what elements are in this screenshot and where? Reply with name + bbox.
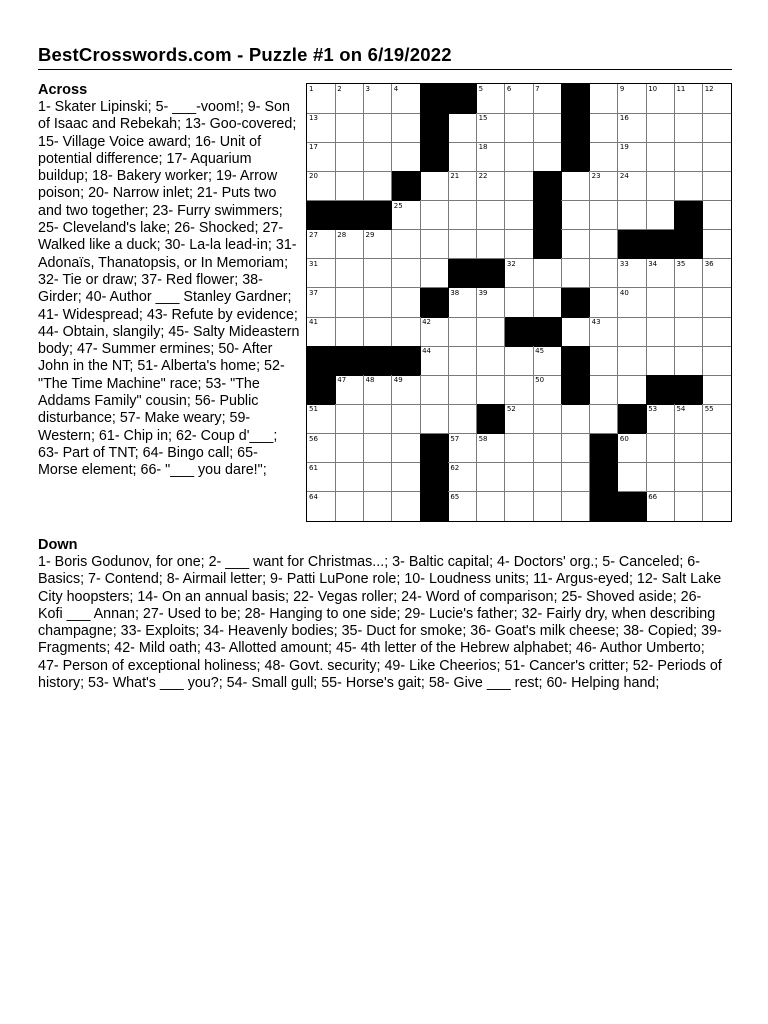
down-clues: 1- Boris Godunov, for one; 2- ___ want for Christmas...; 3- Baltic capital; 4- Doctors' org.; 5- Canceled; 6- Basics; 7- Contend; 8- Airmail letter; 9- Patti LuPone role; 10- Loudness units; 11- Argus-eyed; 12- Salt Lake City hoopsters; 14- On an annual basis; 22- Vegas roller; 24- Word of comparison; 25- Shoved aside; 26- Kofi ___ Annan; 27- Used to be; 28- Hanging to one side; 29- Lucie's father; 32- Fairly dry, when describing champagne; 33- Exploits; 34- Heavenly bodies; 35- Duct for smoke; 36- Goat's milk cheese; 38- Copied; 39- Fragments; 42- Mild oath; 43- Allotted amount; 45- 4th letter of the Hebrew alphabet; 46- Author Umberto; 47- Person of exceptional holiness; 48- Govt. security; 49- Like Cheerios; 51- Cancer's critter; 52- Periods of history; 53- What's ___ you?; 54- Small gull; 55- Horse's gait; 58- Give ___ rest; 60- Helping hand; <box>38 554 722 692</box>
grid-cell[interactable] <box>703 463 731 493</box>
grid-block <box>533 230 562 260</box>
clue-number: 43 <box>591 318 601 327</box>
grid-cell[interactable] <box>618 171 647 201</box>
grid-cell[interactable] <box>533 346 562 376</box>
grid-cell[interactable] <box>448 230 477 260</box>
grid-cell[interactable] <box>618 375 647 405</box>
grid-cell[interactable] <box>674 171 703 201</box>
grid-cell[interactable] <box>646 142 675 172</box>
grid-cell[interactable] <box>646 492 675 521</box>
grid-cell[interactable] <box>618 317 647 347</box>
clue-number: 44 <box>422 347 431 356</box>
grid-cell[interactable] <box>533 434 562 464</box>
grid-cell[interactable] <box>646 201 675 231</box>
grid-cell[interactable] <box>392 142 421 172</box>
grid-block <box>646 230 675 260</box>
grid-cell[interactable] <box>335 84 364 114</box>
grid-cell[interactable] <box>448 113 477 143</box>
grid-block <box>561 113 590 143</box>
grid-block <box>420 463 449 493</box>
grid-cell[interactable] <box>703 171 731 201</box>
grid-block <box>364 346 393 376</box>
grid-cell[interactable] <box>448 142 477 172</box>
grid-block <box>420 434 449 464</box>
grid-cell[interactable] <box>335 317 364 347</box>
grid-block <box>561 84 590 114</box>
clue-number: 51 <box>309 405 318 414</box>
clue-number: 37 <box>309 288 318 297</box>
grid-cell[interactable] <box>618 201 647 231</box>
grid-cell[interactable] <box>533 113 562 143</box>
grid-block <box>335 201 364 231</box>
grid-cell[interactable] <box>505 404 534 434</box>
grid-block <box>505 317 534 347</box>
grid-block <box>533 317 562 347</box>
grid-cell[interactable] <box>477 142 506 172</box>
clue-number: 61 <box>309 463 318 472</box>
grid-cell[interactable] <box>364 142 393 172</box>
grid-cell[interactable] <box>364 84 393 114</box>
grid-cell[interactable] <box>307 259 336 289</box>
grid-cell[interactable] <box>307 463 336 493</box>
grid-block <box>618 230 647 260</box>
grid-cell[interactable] <box>618 288 647 318</box>
grid-block <box>646 375 675 405</box>
grid-cell[interactable] <box>561 259 590 289</box>
grid-cell[interactable] <box>307 434 336 464</box>
grid-block <box>674 375 703 405</box>
grid-cell[interactable] <box>618 346 647 376</box>
grid-cell[interactable] <box>392 434 421 464</box>
grid-cell[interactable] <box>477 113 506 143</box>
grid-block <box>420 84 449 114</box>
clue-number: 3 <box>365 85 370 93</box>
grid-cell[interactable] <box>533 463 562 493</box>
grid-cell[interactable] <box>505 84 534 114</box>
grid-cell[interactable] <box>703 317 731 347</box>
grid-cell[interactable] <box>533 492 562 521</box>
clue-number: 66 <box>648 492 658 501</box>
grid-block <box>561 288 590 318</box>
grid-cell[interactable] <box>364 317 393 347</box>
grid-cell[interactable] <box>505 230 534 260</box>
grid-cell[interactable] <box>392 288 421 318</box>
grid-cell[interactable] <box>420 404 449 434</box>
grid-cell[interactable] <box>448 201 477 231</box>
grid-cell[interactable] <box>477 230 506 260</box>
grid-cell[interactable] <box>590 288 619 318</box>
grid-cell[interactable] <box>646 434 675 464</box>
grid-cell[interactable] <box>703 375 731 405</box>
clue-number: 54 <box>676 405 686 414</box>
clue-number: 36 <box>704 259 714 268</box>
clue-number: 48 <box>365 376 375 385</box>
grid-cell[interactable] <box>674 259 703 289</box>
grid-cell[interactable] <box>590 113 619 143</box>
grid-cell[interactable] <box>618 142 647 172</box>
grid-cell[interactable] <box>703 346 731 376</box>
grid-block <box>561 142 590 172</box>
clue-number: 31 <box>309 259 318 268</box>
grid-cell[interactable] <box>420 346 449 376</box>
grid-block <box>674 201 703 231</box>
clue-number: 29 <box>365 230 375 239</box>
grid-cell[interactable] <box>448 434 477 464</box>
across-heading: Across <box>38 82 88 98</box>
clue-number: 53 <box>648 405 658 414</box>
grid-cell[interactable] <box>505 375 534 405</box>
grid-cell[interactable] <box>561 404 590 434</box>
grid-cell[interactable] <box>674 317 703 347</box>
grid-cell[interactable] <box>392 84 421 114</box>
grid-cell[interactable] <box>703 404 731 434</box>
grid-cell[interactable] <box>674 113 703 143</box>
grid-cell[interactable] <box>364 171 393 201</box>
clue-number: 28 <box>337 230 347 239</box>
grid-cell[interactable] <box>477 317 506 347</box>
grid-cell[interactable] <box>646 288 675 318</box>
grid-cell[interactable] <box>477 84 506 114</box>
clue-number: 32 <box>506 259 516 268</box>
grid-cell[interactable] <box>392 404 421 434</box>
grid-cell[interactable] <box>505 171 534 201</box>
grid-cell[interactable] <box>477 201 506 231</box>
clue-number: 12 <box>704 85 714 93</box>
grid-cell[interactable] <box>703 492 731 521</box>
clue-number: 6 <box>506 85 512 93</box>
grid-cell[interactable] <box>590 404 619 434</box>
grid-cell[interactable] <box>561 492 590 521</box>
grid-cell[interactable] <box>674 492 703 521</box>
grid-cell[interactable] <box>392 375 421 405</box>
grid-cell[interactable] <box>646 113 675 143</box>
clue-number: 19 <box>619 143 629 152</box>
puzzle-title: BestCrosswords.com - Puzzle #1 on 6/19/2022 <box>38 44 452 65</box>
clue-number: 22 <box>478 172 488 181</box>
grid-cell[interactable] <box>674 288 703 318</box>
clue-number: 58 <box>478 434 488 443</box>
grid-block <box>420 142 449 172</box>
grid-cell[interactable] <box>590 317 619 347</box>
grid-block <box>335 346 364 376</box>
clue-number: 16 <box>619 114 629 123</box>
grid-cell[interactable] <box>477 288 506 318</box>
clue-number: 10 <box>648 85 658 93</box>
clue-number: 47 <box>337 376 347 385</box>
grid-cell[interactable] <box>533 288 562 318</box>
clue-number: 35 <box>676 259 686 268</box>
grid-cell[interactable] <box>533 404 562 434</box>
grid-cell[interactable] <box>335 259 364 289</box>
grid-block <box>420 492 449 521</box>
clue-number: 15 <box>478 114 488 123</box>
grid-cell[interactable] <box>703 288 731 318</box>
grid-cell[interactable] <box>307 142 336 172</box>
grid-cell[interactable] <box>646 346 675 376</box>
grid-cell[interactable] <box>674 84 703 114</box>
grid-cell[interactable] <box>335 434 364 464</box>
grid-cell[interactable] <box>703 142 731 172</box>
clue-number: 42 <box>422 318 431 327</box>
grid-cell[interactable] <box>505 288 534 318</box>
clue-number: 45 <box>535 347 545 356</box>
clue-number: 38 <box>450 288 460 297</box>
clue-number: 56 <box>309 434 318 443</box>
grid-cell[interactable] <box>674 404 703 434</box>
grid-block <box>420 288 449 318</box>
grid-cell[interactable] <box>505 463 534 493</box>
grid-cell[interactable] <box>505 492 534 521</box>
grid-cell[interactable] <box>392 463 421 493</box>
grid-cell[interactable] <box>448 346 477 376</box>
grid-cell[interactable] <box>561 230 590 260</box>
clue-number: 9 <box>619 85 625 93</box>
grid-cell[interactable] <box>448 288 477 318</box>
grid-cell[interactable] <box>561 463 590 493</box>
grid-cell[interactable] <box>477 375 506 405</box>
grid-block <box>392 171 421 201</box>
grid-cell[interactable] <box>646 259 675 289</box>
grid-cell[interactable] <box>590 201 619 231</box>
grid-cell[interactable] <box>703 201 731 231</box>
grid-cell[interactable] <box>335 171 364 201</box>
grid-cell[interactable] <box>674 142 703 172</box>
grid-block <box>533 201 562 231</box>
grid-block <box>307 346 336 376</box>
grid-cell[interactable] <box>392 230 421 260</box>
clue-number: 23 <box>591 172 601 181</box>
grid-cell[interactable] <box>590 259 619 289</box>
grid-cell[interactable] <box>335 113 364 143</box>
grid-cell[interactable] <box>646 404 675 434</box>
clue-number: 57 <box>450 434 460 443</box>
clue-number: 2 <box>337 85 342 93</box>
grid-block <box>590 434 619 464</box>
grid-cell[interactable] <box>618 463 647 493</box>
grid-cell[interactable] <box>703 113 731 143</box>
title-divider <box>38 69 732 70</box>
grid-block <box>590 492 619 521</box>
grid-cell[interactable] <box>448 375 477 405</box>
grid-cell[interactable] <box>420 171 449 201</box>
grid-cell[interactable] <box>674 463 703 493</box>
grid-cell[interactable] <box>448 404 477 434</box>
grid-cell[interactable] <box>533 259 562 289</box>
grid-block <box>561 346 590 376</box>
grid-cell[interactable] <box>561 317 590 347</box>
grid-block <box>448 259 477 289</box>
grid-cell[interactable] <box>533 84 562 114</box>
grid-cell[interactable] <box>505 201 534 231</box>
clue-number: 50 <box>535 376 545 385</box>
clue-number: 49 <box>393 376 403 385</box>
grid-block <box>364 201 393 231</box>
grid-cell[interactable] <box>477 346 506 376</box>
grid-cell[interactable] <box>307 113 336 143</box>
clue-number: 7 <box>535 85 540 93</box>
grid-cell[interactable] <box>420 230 449 260</box>
grid-cell[interactable] <box>703 434 731 464</box>
grid-block <box>448 84 477 114</box>
grid-block <box>561 375 590 405</box>
grid-cell[interactable] <box>364 113 393 143</box>
grid-cell[interactable] <box>590 171 619 201</box>
grid-block <box>307 375 336 405</box>
grid-cell[interactable] <box>307 492 336 521</box>
grid-cell[interactable] <box>307 404 336 434</box>
grid-cell[interactable] <box>335 463 364 493</box>
clue-number: 5 <box>478 85 484 93</box>
grid-cell[interactable] <box>590 84 619 114</box>
clue-number: 20 <box>309 172 318 181</box>
grid-cell[interactable] <box>646 463 675 493</box>
grid-cell[interactable] <box>477 463 506 493</box>
grid-block <box>618 492 647 521</box>
grid-cell[interactable] <box>392 317 421 347</box>
grid-block <box>420 113 449 143</box>
grid-block <box>618 404 647 434</box>
grid-cell[interactable] <box>505 259 534 289</box>
clue-number: 55 <box>704 405 714 414</box>
clue-number: 24 <box>619 172 629 181</box>
grid-cell[interactable] <box>646 317 675 347</box>
grid-cell[interactable] <box>392 113 421 143</box>
grid-cell[interactable] <box>703 230 731 260</box>
clue-number: 52 <box>506 405 516 414</box>
grid-cell[interactable] <box>364 434 393 464</box>
clue-number: 41 <box>309 318 318 327</box>
clue-number: 64 <box>309 492 318 501</box>
grid-cell[interactable] <box>448 463 477 493</box>
grid-cell[interactable] <box>590 142 619 172</box>
grid-cell[interactable] <box>618 259 647 289</box>
grid-cell[interactable] <box>646 84 675 114</box>
grid-cell[interactable] <box>364 492 393 521</box>
grid-block <box>477 259 506 289</box>
clue-number: 33 <box>619 259 629 268</box>
grid-cell[interactable] <box>703 259 731 289</box>
grid-cell[interactable] <box>590 230 619 260</box>
grid-cell[interactable] <box>561 171 590 201</box>
grid-cell[interactable] <box>448 171 477 201</box>
grid-block <box>307 201 336 231</box>
grid-block <box>590 463 619 493</box>
clue-number: 4 <box>393 85 399 93</box>
grid-cell[interactable] <box>674 346 703 376</box>
grid-cell[interactable] <box>590 375 619 405</box>
grid-cell[interactable] <box>335 404 364 434</box>
clue-number: 18 <box>478 143 488 152</box>
clue-number: 40 <box>619 288 629 297</box>
grid-cell[interactable] <box>590 346 619 376</box>
grid-cell[interactable] <box>477 171 506 201</box>
grid-cell[interactable] <box>392 201 421 231</box>
clue-number: 60 <box>619 434 629 443</box>
grid-cell[interactable] <box>477 434 506 464</box>
clue-number: 27 <box>309 230 318 239</box>
clue-number: 39 <box>478 288 488 297</box>
clue-number: 34 <box>648 259 658 268</box>
grid-cell[interactable] <box>420 375 449 405</box>
clue-number: 13 <box>309 114 318 123</box>
grid-cell[interactable] <box>505 142 534 172</box>
grid-cell[interactable] <box>392 492 421 521</box>
grid-cell[interactable] <box>703 84 731 114</box>
grid-cell[interactable] <box>448 317 477 347</box>
grid-cell[interactable] <box>335 230 364 260</box>
grid-cell[interactable] <box>505 434 534 464</box>
grid-cell[interactable] <box>618 434 647 464</box>
grid-cell[interactable] <box>364 404 393 434</box>
grid-cell[interactable] <box>533 142 562 172</box>
grid-cell[interactable] <box>561 434 590 464</box>
grid-cell[interactable] <box>448 492 477 521</box>
grid-cell[interactable] <box>533 375 562 405</box>
grid-cell[interactable] <box>307 288 336 318</box>
grid-block <box>477 404 506 434</box>
clue-number: 11 <box>676 85 686 93</box>
grid-block <box>533 171 562 201</box>
grid-cell[interactable] <box>505 113 534 143</box>
grid-cell[interactable] <box>364 375 393 405</box>
across-clues: 1- Skater Lipinski; 5- ___-voom!; 9- Son of Isaac and Rebekah; 13- Goo-covered; 15- Village Voice award; 16- Unit of potential difference; 17- Aquarium buildup; 18- Bakery worker; 19- Arrow poison; 20- Narrow inlet; 21- Puts two and two together; 23- Furry swimmers; 25- Cleveland's lake; 26- Shocked; 27- Walked like a duck; 30- La-la lead-in; 31- Adonaïs, Thanatopsis, or In Memoriam; 32- Tie or draw; 37- Red flower; 38- Girder; 40- Author ___ Stanley Gardner; 41- Widespread; 43- Refute by evidence; 44- Obtain, slangily; 45- Salty Mideastern body; 47- Summer ermines; 50- After John in the NT; 51- Alberta's home; 52- "The Time Machine" race; 53- "The Addams Family" cousin; 56- Public disturbance; 57- Make weary; 59- Western; 61- Chip in; 62- Coup d'___; 63- Part of TNT; 64- Bingo call; 65- Morse element; 66- "___ you dare!"; <box>38 99 300 479</box>
clue-number: 25 <box>393 201 403 210</box>
clue-number: 65 <box>450 492 460 501</box>
grid-cell[interactable] <box>505 346 534 376</box>
grid-cell[interactable] <box>420 317 449 347</box>
grid-cell[interactable] <box>674 434 703 464</box>
grid-cell[interactable] <box>364 463 393 493</box>
grid-cell[interactable] <box>307 84 336 114</box>
clue-number: 1 <box>309 85 314 93</box>
grid-cell[interactable] <box>307 171 336 201</box>
grid-cell[interactable] <box>335 288 364 318</box>
clue-number: 62 <box>450 463 460 472</box>
grid-cell[interactable] <box>364 259 393 289</box>
grid-cell[interactable] <box>335 142 364 172</box>
grid-cell[interactable] <box>618 113 647 143</box>
grid-cell[interactable] <box>561 201 590 231</box>
clue-number: 17 <box>309 143 318 152</box>
grid-cell[interactable] <box>335 492 364 521</box>
grid-cell[interactable] <box>307 317 336 347</box>
down-heading: Down <box>38 537 78 553</box>
grid-cell[interactable] <box>618 84 647 114</box>
clue-number: 21 <box>450 172 460 181</box>
grid-cell[interactable] <box>364 230 393 260</box>
grid-cell[interactable] <box>420 259 449 289</box>
grid-cell[interactable] <box>392 259 421 289</box>
grid-cell[interactable] <box>335 375 364 405</box>
grid-cell[interactable] <box>364 288 393 318</box>
crossword-grid <box>306 83 732 522</box>
grid-cell[interactable] <box>307 230 336 260</box>
grid-cell[interactable] <box>646 171 675 201</box>
grid-cell[interactable] <box>420 201 449 231</box>
grid-block <box>392 346 421 376</box>
grid-cell[interactable] <box>477 492 506 521</box>
grid-block <box>674 230 703 260</box>
